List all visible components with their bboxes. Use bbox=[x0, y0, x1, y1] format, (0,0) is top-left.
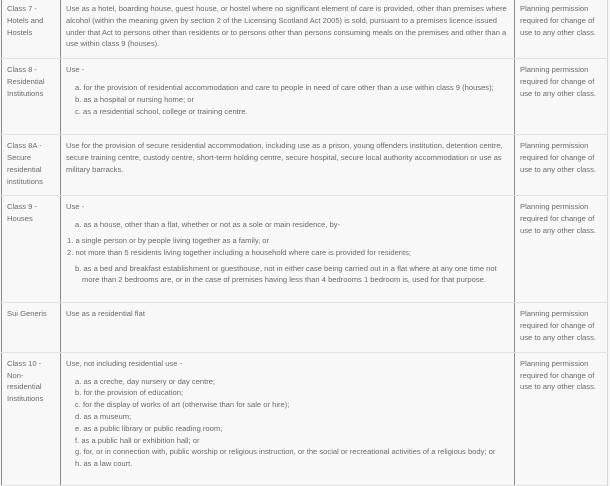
list-item: a. as a house, other than a flat, whether or not as a sole or main residence, by- bbox=[75, 220, 341, 230]
table-row bbox=[2, 0, 608, 59]
class-name-cell: Class 8A - Secure residential institutions bbox=[2, 135, 61, 196]
list-item: b. as a bed and breakfast establishment or guesthouse, not in either case being carried out in a flat where at any one time not more than 2 bedrooms are, or in the case of premises having less than 4 bedrooms 1 bedroom is, used for that purpose. bbox=[75, 263, 497, 285]
list-item: b. for the provision of education; bbox=[75, 388, 184, 398]
list-item: c. for the display of works of art (otherwise than for sale or hire); bbox=[75, 400, 290, 410]
list-item: c. as a residential school, college or training centre. bbox=[75, 106, 248, 116]
description-cell bbox=[61, 196, 515, 303]
list-item: f. as a public hall or exhibition hall; or bbox=[75, 435, 200, 445]
list-item: g. for, or in connection with, public worship or religious instruction, or the social or recreational activities of a religious body; or bbox=[75, 447, 496, 457]
description-cell bbox=[61, 59, 515, 135]
description-text: Use for the provision of secure residential accommodation, including use as a prison, young offenders institution, detention centre, secure training centre, custody centre, short-term holding centre, secure hospital, secure local authority accommodation or use as military barracks. bbox=[66, 141, 503, 174]
description-cell bbox=[61, 135, 515, 196]
list-item: h. as a law court. bbox=[75, 459, 133, 469]
description-list bbox=[66, 376, 509, 470]
class-name-cell: Sui Generis bbox=[2, 303, 61, 352]
sub-list-item: 1. a single person or by people living together as a family, or bbox=[67, 235, 270, 245]
table-row bbox=[2, 303, 608, 352]
description-text: Use as a residential flat bbox=[66, 309, 145, 319]
list-item: e. as a public library or public reading room; bbox=[75, 423, 223, 433]
permission-cell: Planning permission required for change of use to any other class. bbox=[515, 196, 608, 303]
table-row bbox=[2, 135, 608, 196]
description-cell bbox=[61, 303, 515, 352]
class-name-cell: Class 10 - Non-residential Institutions bbox=[2, 352, 61, 485]
sub-list-item: 2. not more than 5 residents living together including a household where care is provided for residents; bbox=[67, 247, 412, 257]
permission-cell: Planning permission required for change of use to any other class. bbox=[515, 59, 608, 135]
description-text: Use as a hotel, boarding house, guest house, or hostel where no significant element of care is provided, other than premises where alcohol (within the meaning given by section 2 of the Licensing Scotland Act 2005) is sold, pursuant to a premises licence issued under that Act to persons other than residents or to persons other than persons consuming meals on the premises and other than a use within class 9 (houses). bbox=[66, 4, 507, 49]
permission-cell: Planning permission required for change of use to any other class. bbox=[515, 303, 608, 352]
description-cell bbox=[61, 0, 515, 59]
description-intro: Use - bbox=[66, 202, 85, 212]
permission-cell: Planning permission required for change of use to any other class. bbox=[515, 352, 608, 485]
description-cell bbox=[61, 352, 515, 485]
list-item: a. for the provision of residential accommodation and care to people in need of care other than a use within class 9 (houses); bbox=[75, 82, 494, 92]
description-list bbox=[66, 82, 509, 117]
table-row bbox=[2, 196, 608, 303]
use-classes-table bbox=[1, 0, 608, 486]
list-item: d. as a museum; bbox=[75, 411, 132, 421]
class-name-cell: Class 9 - Houses bbox=[2, 196, 61, 303]
description-intro: Use, not including residential use - bbox=[66, 358, 183, 368]
list-item: b. as a hospital or nursing home; or bbox=[75, 94, 195, 104]
description-list bbox=[66, 263, 509, 287]
sub-list bbox=[66, 235, 509, 259]
permission-cell: Planning permission required for change of use to any other class. bbox=[515, 0, 608, 59]
description-list bbox=[66, 219, 509, 231]
permission-cell: Planning permission required for change of use to any other class. bbox=[515, 135, 608, 196]
class-name-cell: Class 7 - Hotels and Hostels bbox=[2, 0, 61, 59]
class-name-cell: Class 8 - Residential Institutions bbox=[2, 59, 61, 135]
table-row bbox=[2, 59, 608, 135]
table-row bbox=[2, 352, 608, 485]
list-item: a. as a creche, day nursery or day centre; bbox=[75, 376, 216, 386]
description-intro: Use - bbox=[66, 65, 85, 75]
